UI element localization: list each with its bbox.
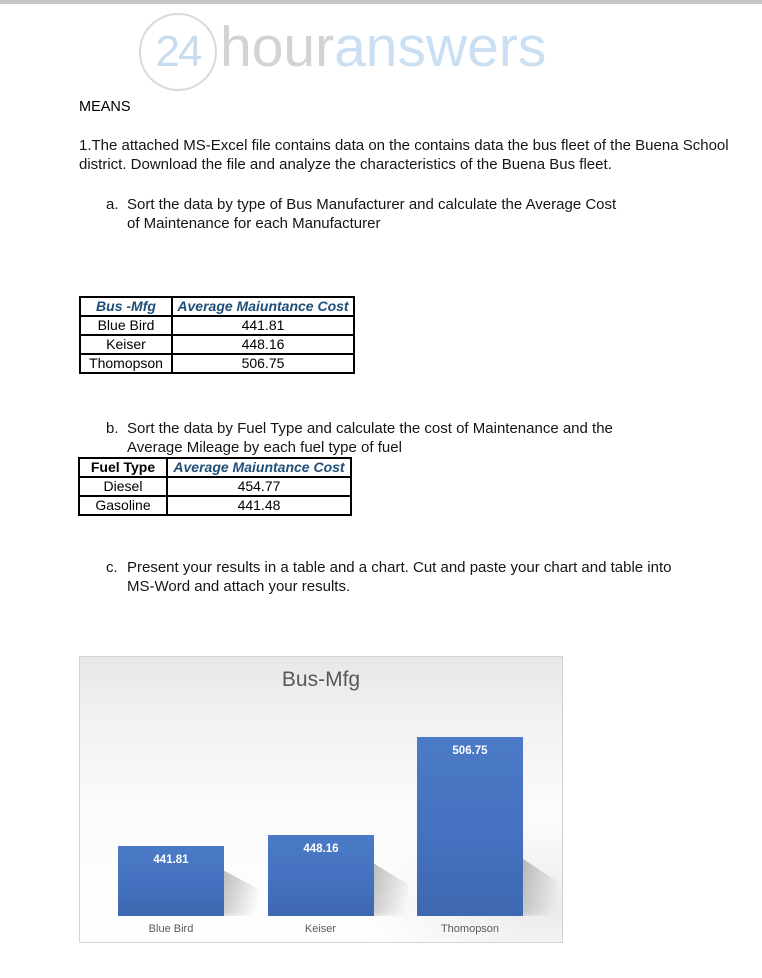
table-cell: 454.77 [167, 477, 351, 496]
list-item-b [106, 419, 667, 457]
category-label: Keiser [304, 923, 337, 935]
bar-shadow [218, 859, 258, 916]
table-cell: Thomopson [80, 354, 172, 373]
table-cell: 506.75 [172, 354, 354, 373]
list-marker-b: b. [106, 420, 119, 437]
fuel-type-table [78, 457, 352, 516]
table-row [80, 335, 354, 354]
bar-data-label: 441.81 [153, 854, 189, 866]
list-text-b: Sort the data by Fuel Type and calculate the cost of Maintenance and the Average Mileage by each fuel type of fuel [127, 420, 613, 456]
bar-shadow [517, 844, 557, 916]
list-text-c: Present your results in a table and a chart. Cut and paste your chart and table into MS-Word and attach your results. [127, 559, 672, 595]
logo-word-hour: hour [220, 15, 335, 79]
table-cell: 441.48 [167, 496, 351, 515]
table-row [80, 316, 354, 335]
list-item-a [106, 195, 627, 233]
table-row [79, 496, 351, 515]
category-label: Blue Bird [148, 923, 194, 935]
bar-data-label: 448.16 [303, 843, 339, 855]
bus-mfg-table [79, 296, 355, 374]
table-header-row [80, 297, 354, 316]
column-header: Average Maiuntance Cost [167, 458, 351, 477]
table-header-row [79, 458, 351, 477]
table-row [80, 354, 354, 373]
column-header: Average Maiuntance Cost [172, 297, 354, 316]
bus-mfg-chart [79, 656, 563, 943]
table-cell: Gasoline [79, 496, 167, 515]
table-row [79, 477, 351, 496]
chart-title: Bus-Mfg [281, 668, 361, 691]
category-label: Thomopson [440, 923, 500, 935]
bar-shadow [368, 850, 408, 916]
bar-data-label: 506.75 [452, 745, 488, 757]
logo [220, 16, 546, 78]
page-top-edge [0, 0, 762, 4]
table-cell: 448.16 [172, 335, 354, 354]
heading-means: MEANS [79, 99, 131, 115]
table-cell: Blue Bird [80, 316, 172, 335]
list-item-c [106, 558, 702, 596]
intro-paragraph: 1.The attached MS-Excel file contains data on the contains data the bus fleet of the Buena School district. Download the file and analyze the characteristics of the Buena Bus fleet. [79, 137, 729, 173]
table-cell: Diesel [79, 477, 167, 496]
logo-24-text: 24 [155, 27, 201, 76]
list-text-a: Sort the data by type of Bus Manufacturer and calculate the Average Cost of Maintenance for each Manufacturer [127, 196, 617, 232]
chart-bar [417, 737, 523, 916]
table-cell: 441.81 [172, 316, 354, 335]
logo-word-answers: answers [334, 15, 547, 79]
list-marker-c: c. [106, 559, 118, 576]
chart-bar [268, 835, 374, 916]
column-header: Fuel Type [79, 458, 167, 477]
chart-bar [118, 846, 224, 916]
table-cell: Keiser [80, 335, 172, 354]
logo-24-circle-icon [139, 13, 217, 91]
list-marker-a: a. [106, 196, 119, 213]
column-header: Bus -Mfg [80, 297, 172, 316]
